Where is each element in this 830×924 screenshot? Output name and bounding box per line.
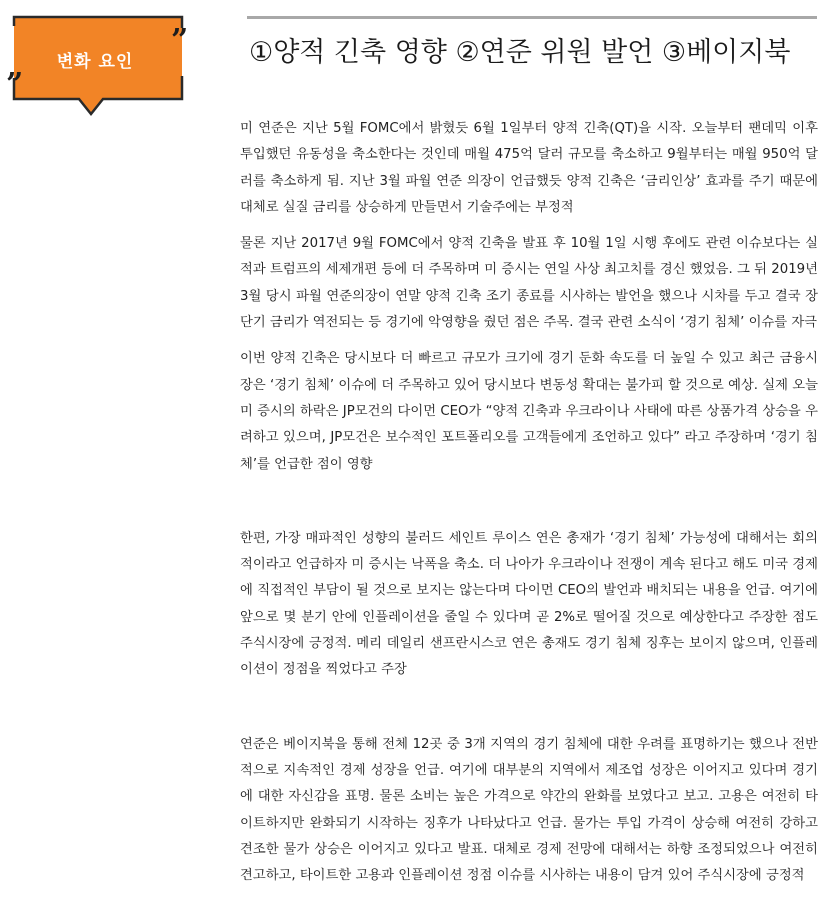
paragraph-current-outlook: 이번 양적 긴축은 당시보다 더 빠르고 규모가 크기에 경기 둔화 속도를 더 높일 수 있고 최근 금융시장은 ‘경기 침체’ 이슈에 더 주목하고 있어 당시보다 변동성 확대는 불가피 할 것으로 예상. 실제 오늘 미 증시의 하락은 JP모건의 다이먼 CEO가 “양적 긴축과 우크라이나 사태에 따른 상품가격 상승을 우려하고 있으며, JP모건은 보수적인 포트폴리오를 고객들에게 조언하고 있다” 라고 주장하며 ‘경기 침체’를 언급한 점이 영향	[240, 351, 818, 472]
paragraph-quantitative-tightening: 미 연준은 지난 5월 FOMC에서 밝혔듯 6월 1일부터 양적 긴축(QT)을 시작. 오늘부터 팬데믹 이후 투입했던 유동성을 축소한다는 것인데 매월 475억 달러 규모를 축소하고 9월부터는 매월 950억 달러를 축소하게 됨. 지난 3월 파월 연준 의장이 언급했듯 양적 긴축은 ‘금리인상’ 효과를 주기 때문에 대체로 실질 금리를 상승하게 만들면서 기술주에는 부정적	[240, 121, 818, 215]
paragraph-beige-book: 연준은 베이지북을 통해 전체 12곳 중 3개 지역의 경기 침체에 대한 우려를 표명하기는 했으나 전반적으로 지속적인 경제 성장을 언급. 여기에 대부분의 지역에서 제조업 성장은 이어지고 있다며 경기에 대한 자신감을 표명. 물론 소비는 높은 가격으로 약간의 완화를 보였다고 보고. 고용은 여전히 타이트하지만 완화되기 시작하는 징후가 나타났다고 언급. 물가는 투입 가격이 상승해 여전히 강하고 견조한 물가 상승은 이어지고 있다고 발표. 대체로 경제 전망에 대해서는 하향 조정되었으나 여전히 견고하고, 타이트한 고용과 인플레이션 정점 이슈를 시사하는 내용이 담겨 있어 주식시장에 긍정적	[240, 736, 818, 884]
open-quote-mark: ”	[6, 67, 24, 102]
callout-box	[0, 0, 200, 125]
paragraph-2017-precedent: 물론 지난 2017년 9월 FOMC에서 양적 긴축을 발표 후 10월 1일 시행 후에도 관련 이슈보다는 실적과 트럼프의 세제개편 등에 더 주목하며 미 증시는 연일 사상 최고치를 경신 했었음. 그 뒤 2019년 3월 당시 파월 연준의장이 연말 양적 긴축 조기 종료를 시사하는 발언을 했으나 시차를 두고 결국 장단기 금리가 역전되는 등 경기에 악영향을 줬던 점은 주목. 결국 관련 소식이 ‘경기 침체’ 이슈를 자극	[240, 236, 818, 331]
header-rule	[247, 16, 817, 19]
callout-label: 변화 요인	[56, 52, 134, 72]
body-text	[240, 116, 818, 889]
paragraph-fed-remarks: 한편, 가장 매파적인 성향의 불러드 세인트 루이스 연은 총재가 ‘경기 침체’ 가능성에 대해서는 회의적이라고 언급하자 미 증시는 낙폭을 축소. 더 나아가 우크라이나 전쟁이 계속 된다고 해도 미국 경제에 직접적인 부담이 될 것으로 보지는 않는다며 다이먼 CEO의 발언과 배치되는 내용을 언급. 여기에 앞으로 몇 분기 안에 인플레이션을 줄일 수 있다며 곧 2%로 떨어질 것으로 예상한다고 주장한 점도 주식시장에 긍정적. 메리 데일리 샌프란시스코 연은 총재도 경기 침체 징후는 보이지 않으며, 인플레이션이 정점을 찍었다고 주장	[240, 530, 818, 678]
close-quote-mark: ”	[171, 23, 189, 58]
headline: ①양적 긴축 영향 ②연준 위원 발언 ③베이지북	[249, 37, 791, 68]
